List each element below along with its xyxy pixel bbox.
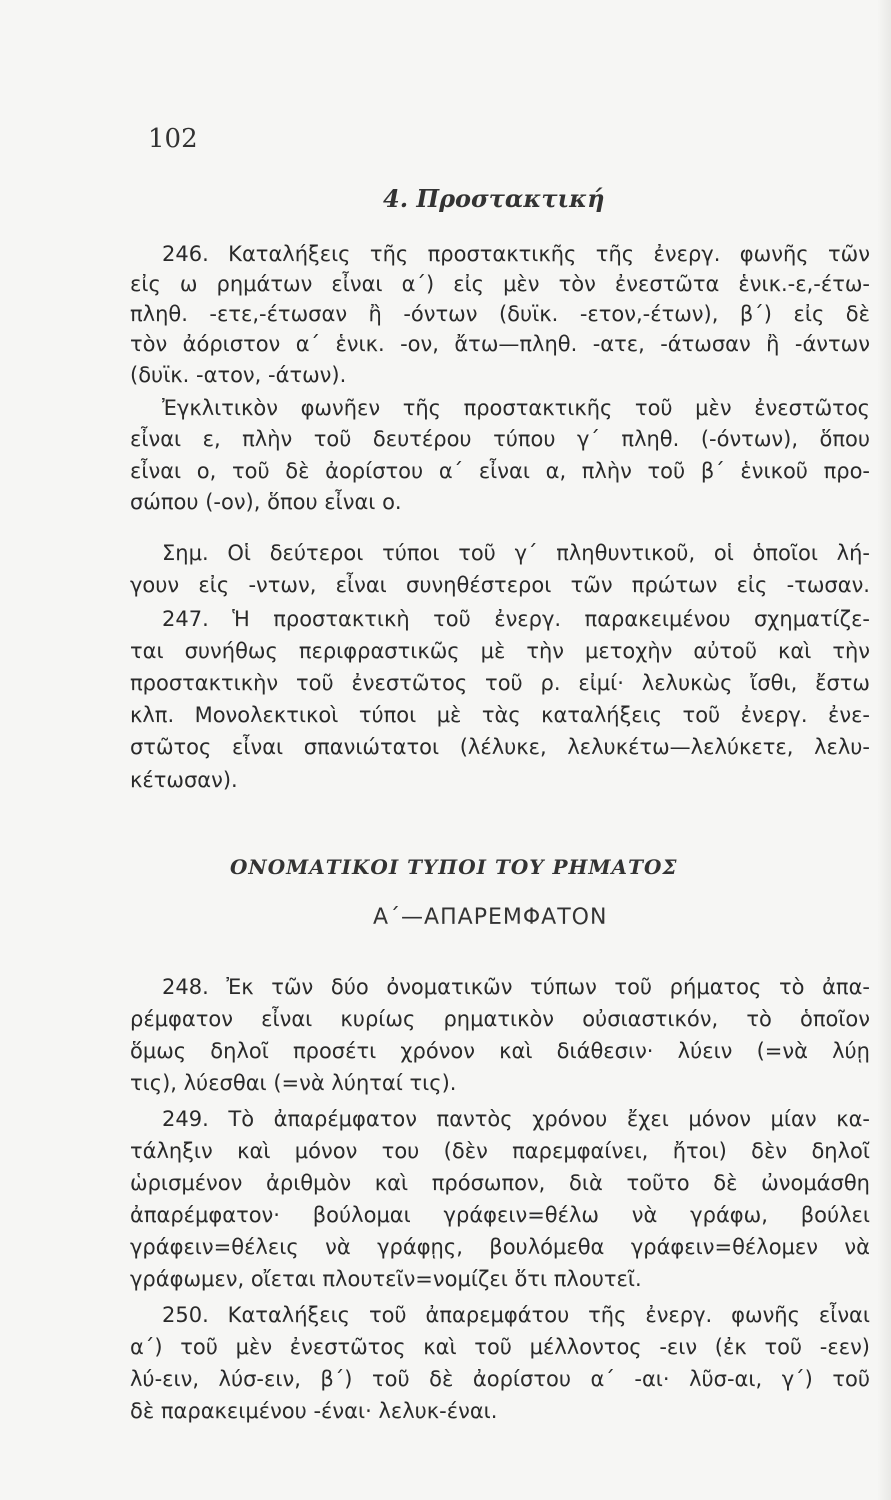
paragraph-line: πληθ. -ετε,-έτωσαν ἢ -όντων (δυϊκ. -ετον,-έτων), β΄) εἰς δὲ [130,302,870,326]
paragraph-line: ὅμως δηλοῖ προσέτι χρόνον καὶ διάθεσιν· λύειν (=νὰ λύῃ [130,1039,870,1063]
paragraph-line: ρέμφατον εἶναι κυρίως ρηματικὸν οὐσιαστικόν, τὸ ὁποῖον [130,1007,870,1031]
subsection-heading: Α΄—ΑΠΑΡΕΜΦΑΤΟΝ [373,905,608,930]
chapter-heading: ΟΝΟΜΑΤΙΚΟΙ ΤΥΠΟΙ ΤΟΥ ΡΗΜΑΤΟΣ [230,855,678,879]
paragraph-line: προστακτικὴν τοῦ ἐνεστῶτος τοῦ ρ. εἰμί· λελυκὼς ἴσθι, ἔστω [130,671,870,695]
paragraph-line: ται συνήθως περιφραστικῶς μὲ τὴν μετοχὴν αὐτοῦ καὶ τὴν [130,639,870,663]
paragraph-line: δὲ παρακειμένου -έναι· λελυκ-έναι. [130,1399,498,1423]
paragraph-line: τις), λύεσθαι (=νὰ λύηταί τις). [130,1071,457,1095]
paragraph-line: γράφειν=θέλεις νὰ γράφῃς, βουλόμεθα γράφειν=θέλομεν νὰ [130,1235,870,1259]
paragraph-line: λύ-ειν, λύσ-ειν, β΄) τοῦ δὲ ἀορίστου α΄ -αι· λῦσ-αι, γ΄) τοῦ [130,1367,870,1391]
paragraph-line: 247. Ἡ προστακτικὴ τοῦ ἐνεργ. παρακειμένου σχηματίζε- [162,607,870,631]
page-number: 102 [148,124,198,154]
paragraph-line: σώπου (-ον), ὅπου εἶναι ο. [130,490,402,514]
paragraph-line: στῶτος εἶναι σπανιώτατοι (λέλυκε, λελυκέτω—λελύκετε, λελυ- [130,735,870,759]
paragraph-line: ὡρισμένον ἀριθμὸν καὶ πρόσωπον, διὰ τοῦτο δὲ ὠνομάσθη [130,1171,870,1195]
note-line: Σημ. Οἱ δεύτεροι τύποι τοῦ γ΄ πληθυντικοῦ, οἱ ὁποῖοι λή- [162,541,870,565]
paragraph-line: α΄) τοῦ μὲν ἐνεστῶτος καὶ τοῦ μέλλοντος -ειν (ἐκ τοῦ -εεν) [130,1335,870,1359]
paragraph-line: τὸν ἀόριστον α΄ ἑνικ. -ον, ἄτω—πληθ. -ατε, -άτωσαν ἢ -άντων [130,332,870,356]
paragraph-line: κλπ. Μονολεκτικοὶ τύποι μὲ τὰς καταλήξεις τοῦ ἐνεργ. ἐνε- [130,703,870,727]
paragraph-line: γράφωμεν, οἴεται πλουτεῖν=νομίζει ὅτι πλουτεῖ. [130,1267,642,1291]
paragraph-line: εἰς ω ρημάτων εἶναι α΄) εἰς μὲν τὸν ἐνεστῶτα ἑνικ.-ε,-έτω- [130,272,870,296]
paragraph-line: 248. Ἐκ τῶν δύο ὀνοματικῶν τύπων τοῦ ρήματος τὸ ἀπα- [162,975,870,999]
paragraph-line: εἶναι ε, πλὴν τοῦ δευτέρου τύπου γ΄ πληθ. (-όντων), ὅπου [130,427,870,451]
paragraph-line: ἀπαρέμφατον· βούλομαι γράφειν=θέλω νὰ γράφω, βούλει [130,1203,870,1227]
note-line: γουν εἰς -ντων, εἶναι συνηθέστεροι τῶν πρώτων εἰς -τωσαν. [130,573,870,597]
paragraph-line: Ἐγκλιτικὸν φωνῆεν τῆς προστακτικῆς τοῦ μὲν ἐνεστῶτος [162,396,870,420]
paragraph-line: 250. Καταλήξεις τοῦ ἀπαρεμφάτου τῆς ἐνεργ. φωνῆς εἶναι [162,1303,870,1327]
paragraph-line: τάληξιν καὶ μόνον του (δὲν παρεμφαίνει, ἤτοι) δὲν δηλοῖ [130,1139,870,1163]
section-heading: 4. Προστακτική [383,184,605,213]
paragraph-line: 249. Τὸ ἀπαρέμφατον παντὸς χρόνου ἔχει μόνον μίαν κα- [162,1107,870,1131]
page-edge-shadow [877,0,891,1500]
paragraph-line: κέτωσαν). [130,768,238,792]
paragraph-line: εἶναι ο, τοῦ δὲ ἀορίστου α΄ εἶναι α, πλὴν τοῦ β΄ ἑνικοῦ προ- [130,459,870,483]
paragraph-line: (δυϊκ. -ατον, -άτων). [130,363,347,387]
paragraph-line: 246. Καταλήξεις τῆς προστακτικῆς τῆς ἐνεργ. φωνῆς τῶν [162,242,870,266]
